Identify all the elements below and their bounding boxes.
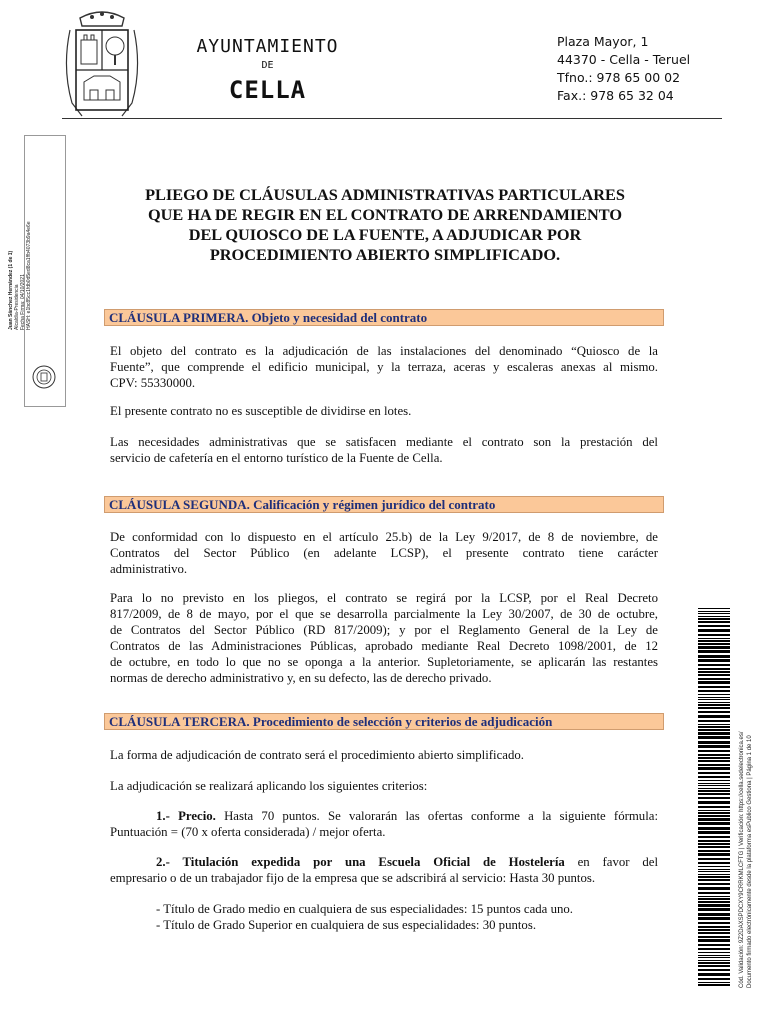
clause-2-paragraph-2 bbox=[110, 590, 658, 686]
bullet-item: - Título de Grado Superior en cualquiera de sus especialidades: 30 puntos. bbox=[156, 918, 537, 932]
text-line: El presente contrato no es susceptible de dividirse en lotes. bbox=[110, 404, 412, 418]
criterion-2-number: 2.- bbox=[156, 855, 170, 869]
address-block bbox=[557, 33, 690, 105]
clause-2-paragraph-1 bbox=[110, 529, 658, 577]
text-line: administrativo. bbox=[110, 562, 188, 576]
title-line: PROCEDIMIENTO ABIERTO SIMPLIFICADO. bbox=[209, 245, 561, 264]
text-line: Fuente”, que comprende el edificio municipal, y la terraza, aceras y escaleras anexas al mismo. bbox=[110, 360, 658, 374]
title-line: PLIEGO DE CLÁUSULAS ADMINISTRATIVAS PARTICULARES bbox=[145, 185, 625, 204]
coat-of-arms-logo bbox=[62, 8, 142, 118]
text-line: Contratos del Sector Público (en adelante LCSP), el presente contrato tiene carácter bbox=[110, 546, 658, 560]
clause-1-heading: CLÁUSULA PRIMERA. Objeto y necesidad del contrato bbox=[104, 309, 664, 326]
title-line: DEL QUIOSCO DE LA FUENTE, A ADJUDICAR POR bbox=[188, 225, 582, 244]
title-line: QUE HA DE REGIR EN EL CONTRATO DE ARRENDAMIENTO bbox=[147, 205, 623, 224]
bullet-item: - Título de Grado medio en cualquiera de sus especialidades: 15 puntos cada uno. bbox=[156, 902, 573, 916]
text-line: servicio de cafetería en el entorno turístico de la Fuente de Cella. bbox=[110, 451, 443, 465]
text-line: CPV: 55330000. bbox=[110, 376, 196, 390]
org-name-de: DE bbox=[261, 60, 274, 71]
criterion-2 bbox=[110, 854, 658, 886]
text-line: Las necesidades administrativas que se satisfacen mediante el contrato son la prestación del bbox=[110, 435, 658, 449]
text-line: Para lo no previsto en los pliegos, el contrato se regirá por la LCSP, por el Real Decreto bbox=[110, 591, 658, 605]
signature-stamp-text bbox=[8, 221, 32, 330]
header-divider bbox=[62, 118, 722, 119]
clause-3-heading: CLÁUSULA TERCERA. Procedimiento de selección y criterios de adjudicación bbox=[104, 713, 664, 730]
barcode-icon bbox=[698, 608, 730, 988]
clause-1-paragraph-2 bbox=[110, 403, 658, 419]
text-line: De conformidad con lo dispuesto en el artículo 25.b) de la Ley 9/2017, de 8 de noviembre, de bbox=[110, 530, 658, 544]
text-line: normas de derecho administrativo y, en su defecto, las de derecho privado. bbox=[110, 671, 492, 685]
seal-icon bbox=[32, 365, 56, 389]
clause-3-paragraph-1 bbox=[110, 747, 658, 763]
text-line: Contratos de las Administraciones Públicas, aprobado mediante Real Decreto 1098/2001, de 12 bbox=[110, 639, 658, 653]
criterion-1 bbox=[110, 808, 658, 840]
address-fax: Fax.: 978 65 32 04 bbox=[557, 88, 674, 103]
text-line: La forma de adjudicación de contrato será el procedimiento abierto simplificado. bbox=[110, 748, 524, 762]
signature-role: Alcaldía-Presidencia bbox=[14, 284, 20, 330]
clause-1-paragraph-3 bbox=[110, 434, 658, 466]
verification-text bbox=[738, 731, 754, 988]
signature-hash: HASH: e1bc85cc1fdb0d5ed8ca1ffb4073b9a4e6e bbox=[26, 221, 32, 330]
clause-2-heading: CLÁUSULA SEGUNDA. Calificación y régimen jurídico del contrato bbox=[104, 496, 664, 513]
text-line: de Contratos del Sector Público (RD 817/2009); y por el Reglamento General de la Ley de bbox=[110, 623, 658, 637]
org-town: CELLA bbox=[228, 76, 307, 104]
text-line: 817/2009, de 8 de mayo, por el que se desarrolla parcialmente la Ley 30/2007, de 30 de octubre, bbox=[110, 607, 658, 621]
org-name: AYUNTAMIENTO bbox=[196, 36, 339, 57]
criterion-2-text: en favor del bbox=[564, 855, 659, 869]
verification-footer: Documento firmado electrónicamente desde la plataforma esPublico Gestiona | Página 1 de 10 bbox=[747, 735, 753, 988]
signature-date: Fecha Firma: 04/10/2021 bbox=[20, 274, 26, 330]
text-line: La adjudicación se realizará aplicando los siguientes criterios: bbox=[110, 779, 428, 793]
text-line: El objeto del contrato es la adjudicación de las instalaciones del denominado “Quiosco de la bbox=[110, 344, 658, 358]
text-line: empresario o de un trabajador fijo de la empresa que se adscribirá al servicio: Hasta 30 puntos. bbox=[110, 871, 596, 885]
document-title bbox=[95, 185, 675, 265]
text-line bbox=[110, 854, 658, 870]
criterion-1-title: 1.- Precio. bbox=[156, 809, 216, 823]
address-street: Plaza Mayor, 1 bbox=[557, 34, 649, 49]
criterion-2-bullets bbox=[156, 901, 656, 933]
text-line: de octubre, en todo lo que no se oponga a la anterior. Supletoriamente, se aplicarán las restantes bbox=[110, 655, 658, 669]
criterion-2-title: Titulación expedida por una Escuela Oficial de Hostelería bbox=[169, 855, 565, 869]
verification-code: Cód. Validación: 9Z2DAXSPDCXY9CRRKMLCFTG | Verificación: https://cella.sedelectronica.es/ bbox=[739, 731, 745, 988]
signature-signer: Juan Sánchez Hernández (1 de 1) bbox=[8, 250, 14, 330]
clause-3-paragraph-2 bbox=[110, 778, 658, 794]
address-phone: Tfno.: 978 65 00 02 bbox=[557, 70, 681, 85]
address-city: 44370 - Cella - Teruel bbox=[557, 52, 691, 67]
text-line bbox=[110, 808, 658, 824]
clause-1-paragraph-1 bbox=[110, 343, 658, 391]
criterion-1-text: Hasta 70 puntos. Se valorarán las ofertas conforme a la siguiente fórmula: bbox=[215, 809, 658, 823]
text-line: Puntuación = (70 x oferta considerada) / mejor oferta. bbox=[110, 825, 386, 839]
